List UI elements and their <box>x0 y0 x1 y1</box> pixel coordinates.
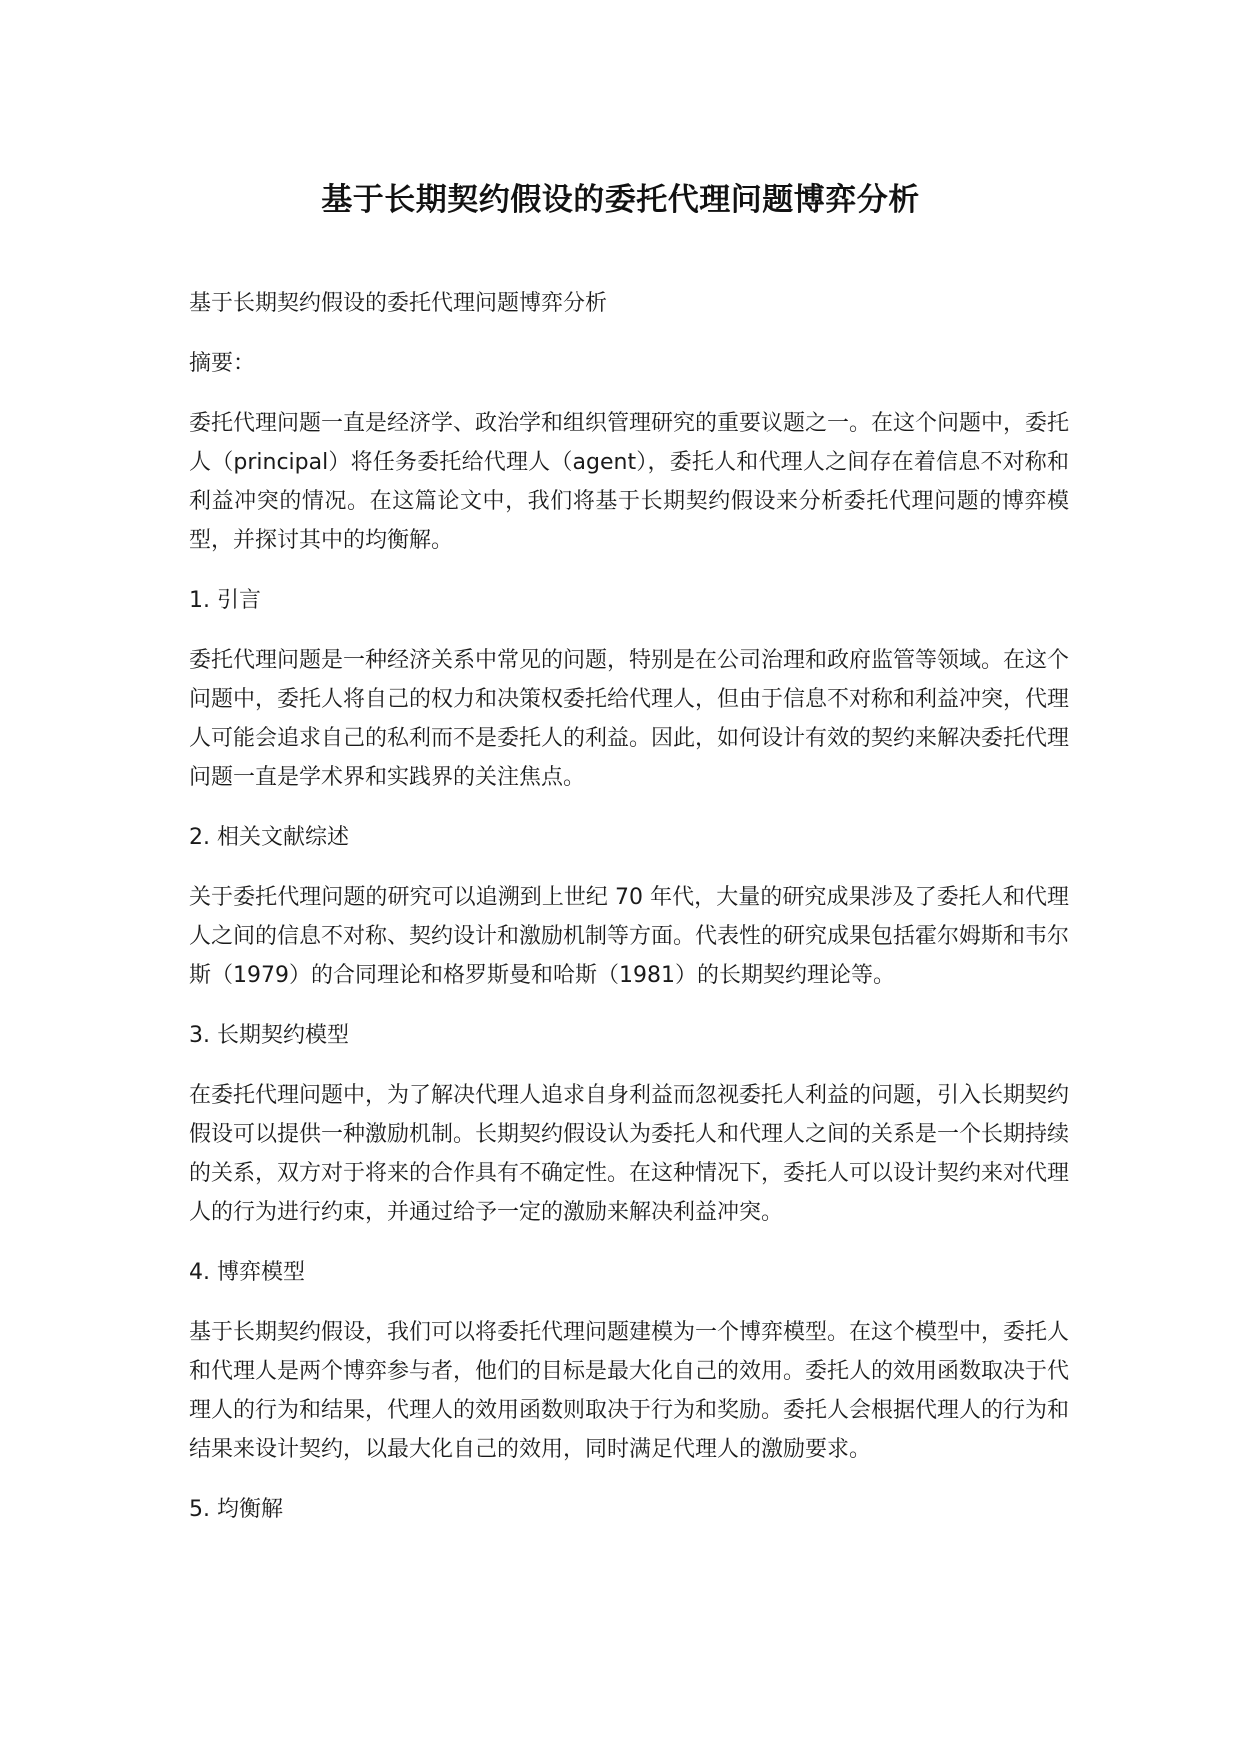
abstract-text: 委托代理问题一直是经济学、政治学和组织管理研究的重要议题之一。在这个问题中，委托人（principal）将任务委托给代理人（agent），委托人和代理人之间存在着信息不对称和利益冲突的情况。在这篇论文中，我们将基于长期契约假设来分析委托代理问题的博弈模型，并探讨其中的均衡解。 <box>189 411 1070 553</box>
section-text-game-model: 基于长期契约假设，我们可以将委托代理问题建模为一个博弈模型。在这个模型中，委托人和代理人是两个博弈参与者，他们的目标是最大化自己的效用。委托人的效用函数取决于代理人的行为和结果，代理人的效用函数则取决于行为和奖励。委托人会根据代理人的行为和结果来设计契约，以最大化自己的效用，同时满足代理人的激励要求。 <box>189 1320 1070 1462</box>
section-heading-game-model: 4. 博弈模型 <box>189 1260 305 1285</box>
document-body <box>189 284 1069 1550</box>
section-heading-equilibrium: 5. 均衡解 <box>189 1497 283 1522</box>
abstract-label: 摘要： <box>189 351 256 376</box>
section-heading-literature-review: 2. 相关文献综述 <box>189 825 349 850</box>
section-text-literature-review: 关于委托代理问题的研究可以追溯到上世纪 70 年代，大量的研究成果涉及了委托人和代理人之间的信息不对称、契约设计和激励机制等方面。代表性的研究成果包括霍尔姆斯和韦尔斯（1979）的合同理论和格罗斯曼和哈斯（1981）的长期契约理论等。 <box>189 885 1070 988</box>
document-title: 基于长期契约假设的委托代理问题博弈分析 <box>321 182 920 218</box>
section-heading-introduction: 1. 引言 <box>189 588 261 613</box>
section-text-long-term-contract-model: 在委托代理问题中，为了解决代理人追求自身利益而忽视委托人利益的问题，引入长期契约假设可以提供一种激励机制。长期契约假设认为委托人和代理人之间的关系是一个长期持续的关系，双方对于将来的合作具有不确定性。在这种情况下，委托人可以设计契约来对代理人的行为进行约束，并通过给予一定的激励来解决利益冲突。 <box>189 1083 1070 1225</box>
document-subtitle: 基于长期契约假设的委托代理问题博弈分析 <box>189 291 608 316</box>
section-text-introduction: 委托代理问题是一种经济关系中常见的问题，特别是在公司治理和政府监管等领域。在这个问题中，委托人将自己的权力和决策权委托给代理人，但由于信息不对称和利益冲突，代理人可能会追求自己的私利而不是委托人的利益。因此，如何设计有效的契约来解决委托代理问题一直是学术界和实践界的关注焦点。 <box>189 648 1070 790</box>
section-heading-long-term-contract-model: 3. 长期契约模型 <box>189 1023 349 1048</box>
